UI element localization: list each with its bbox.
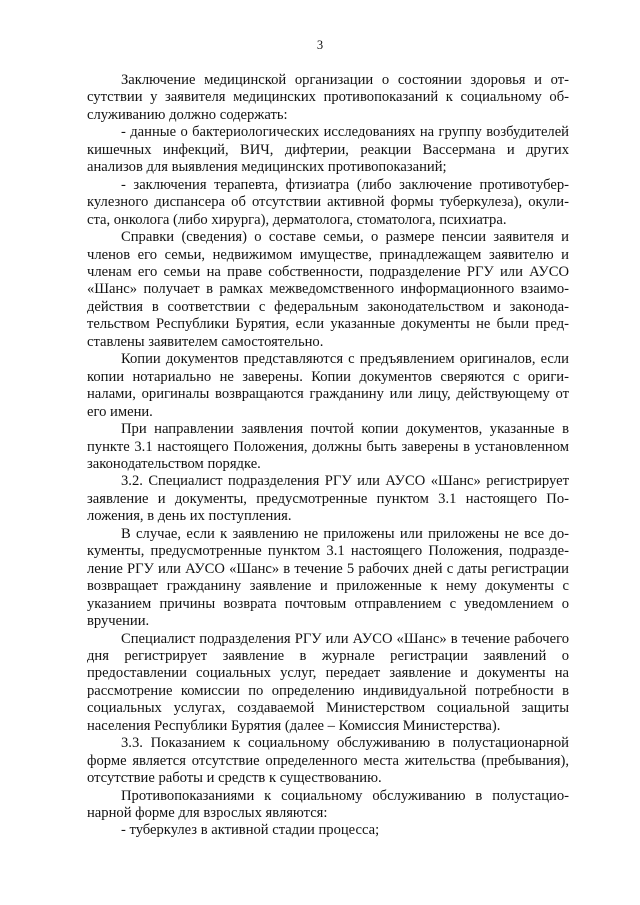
page-number: 3 — [316, 38, 324, 52]
paragraph-section-3-2: 3.2. Специалист подразделения РГУ или АУСО «Шанс» регистрирует заявление и документы, предусмотренные пунктом 3.1 настоящего Положения, в день их поступления. — [87, 473, 569, 525]
paragraph-document-copies: Копии документов представляются с предъявлением оригиналов, если копии нотариально не заверены. Копии документов сверяются с оригиналами, оригиналы возвращаются гражданину или лицу, действующему от его имени. — [87, 351, 569, 420]
paragraph-family-info: Справки (сведения) о составе семьи, о размере пенсии заявителя и членов его семьи, недвижимом имуществе, принадлежащем заявителю и членам его семьи на праве собственности, подразделение РГУ или АУСО «Шанс» получает в рамках межведомственного информационного взаимодействия в соответствии с федеральным законодательством и законодательством Республики Бурятия, если указанные документы не были представлены заявителем самостоятельно. — [87, 229, 569, 350]
list-item-bacteriological-data: - данные о бактериологических исследованиях на группу возбудителей кишечных инфекций, ВИЧ, дифтерии, реакции Вассермана и других анализов для выявления медицинских противопоказаний; — [87, 124, 569, 176]
list-item-tuberculosis: - туберкулез в активной стадии процесса; — [121, 822, 380, 839]
paragraph-registration: Специалист подразделения РГУ или АУСО «Шанс» в течение рабочего дня регистрирует заявление в журнале регистрации заявлений о предоставлении социальных услуг, передает заявление и документы на рассмотрение комиссии по определению индивидуальной потребности в социальных услугах, создаваемой Министерством социальной защиты населения Республики Бурятия (далее – Комиссия Министерства). — [87, 630, 569, 734]
paragraph-section-3-3: 3.3. Показанием к социальному обслуживанию в полустационарной форме является отсутствие определенного места жительства (пребывания), отсутствие работы и средств к существованию. — [87, 735, 569, 787]
document-body — [87, 72, 569, 840]
paragraph-mail-submission: При направлении заявления почтой копии документов, указанные в пункте 3.1 настоящего Положения, должны быть заверены в установленном законодательством порядке. — [87, 421, 569, 472]
paragraph-missing-documents: В случае, если к заявлению не приложены или приложены не все документы, предусмотренные пунктом 3.1 настоящего Положения, подразделение РГУ или АУСО «Шанс» в течение 5 рабочих дней с даты регистрации возвращает гражданину заявление и приложенные к нему документы с указанием причины возврата почтовым отправлением с уведомлением о вручении. — [87, 525, 569, 630]
paragraph-contraindications: Противопоказаниями к социальному обслуживанию в полустационарной форме для взрослых являются: — [87, 787, 569, 822]
paragraph-medical-conclusion: Заключение медицинской организации о состоянии здоровья и отсутствии у заявителя медицинских противопоказаний к социальному обслуживанию должно содержать: — [87, 72, 569, 123]
list-item-specialist-conclusions: - заключения терапевта, фтизиатра (либо заключение противотуберкулезного диспансера об отсутствии активной формы туберкулеза), окулиста, онколога (либо хирурга), дерматолога, стоматолога, психиатра. — [87, 176, 569, 228]
